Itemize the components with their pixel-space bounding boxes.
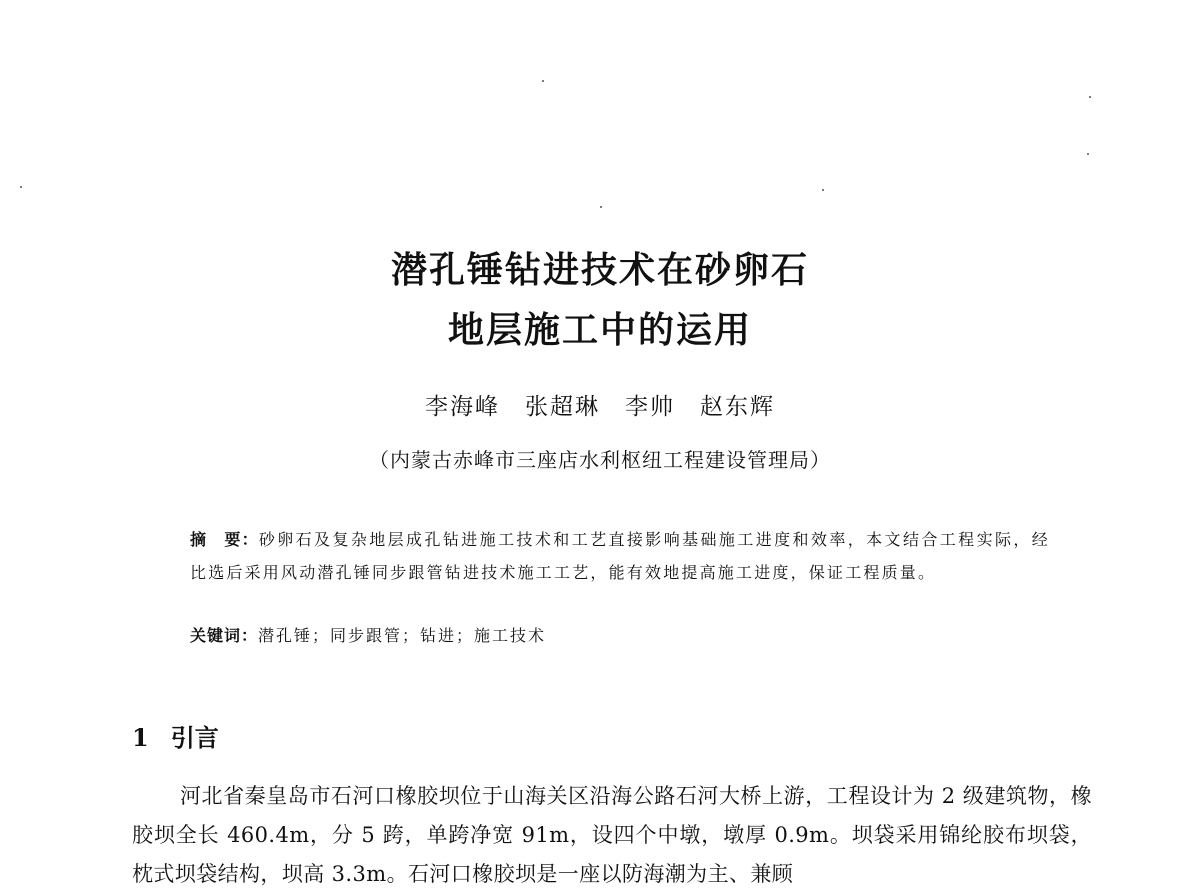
abstract-label: 摘 要： [190,530,259,549]
scan-speck [600,206,602,208]
keywords-text: 潜孔锤；同步跟管；钻进；施工技术 [258,626,547,645]
body-paragraph: 河北省秦皇岛市石河口橡胶坝位于山海关区沿海公路石河大桥上游，工程设计为 2 级建筑物，橡胶坝全长 460.4m，分 5 跨，单跨净宽 91m，设四个中墩，墩厚 0.9m。坝袋采用锦纶胶布坝袋，枕式坝袋结构，坝高 3.3m。石河口橡胶坝是一座以防海潮为主、兼顾 [132,784,1092,886]
section-number: 1 [132,723,149,752]
scan-speck [20,186,22,188]
section-title: 引言 [170,723,219,752]
keywords-label: 关键词： [190,626,259,645]
paper-title-line-1: 潜孔锤钻进技术在砂卵石 [390,250,809,291]
keywords [190,623,1050,649]
paper-title-line-2: 地层施工中的运用 [447,310,752,351]
scan-speck [1087,153,1089,155]
abstract-text: 砂卵石及复杂地层成孔钻进施工技术和工艺直接影响基础施工进度和效率，本文结合工程实际，经比选后采用风动潜孔锤同步跟管钻进技术施工工艺，能有效地提高施工进度，保证工程质量。 [190,530,1050,582]
author-list: 李海峰 张超琳 李帅 赵东辉 [425,394,775,420]
scan-speck [542,80,544,82]
scan-speck [822,189,824,191]
section-heading [132,718,219,753]
author-affiliation: （内蒙古赤峰市三座店水利枢纽工程建设管理局） [369,448,831,472]
abstract [190,523,1050,589]
scan-speck [1089,96,1091,98]
